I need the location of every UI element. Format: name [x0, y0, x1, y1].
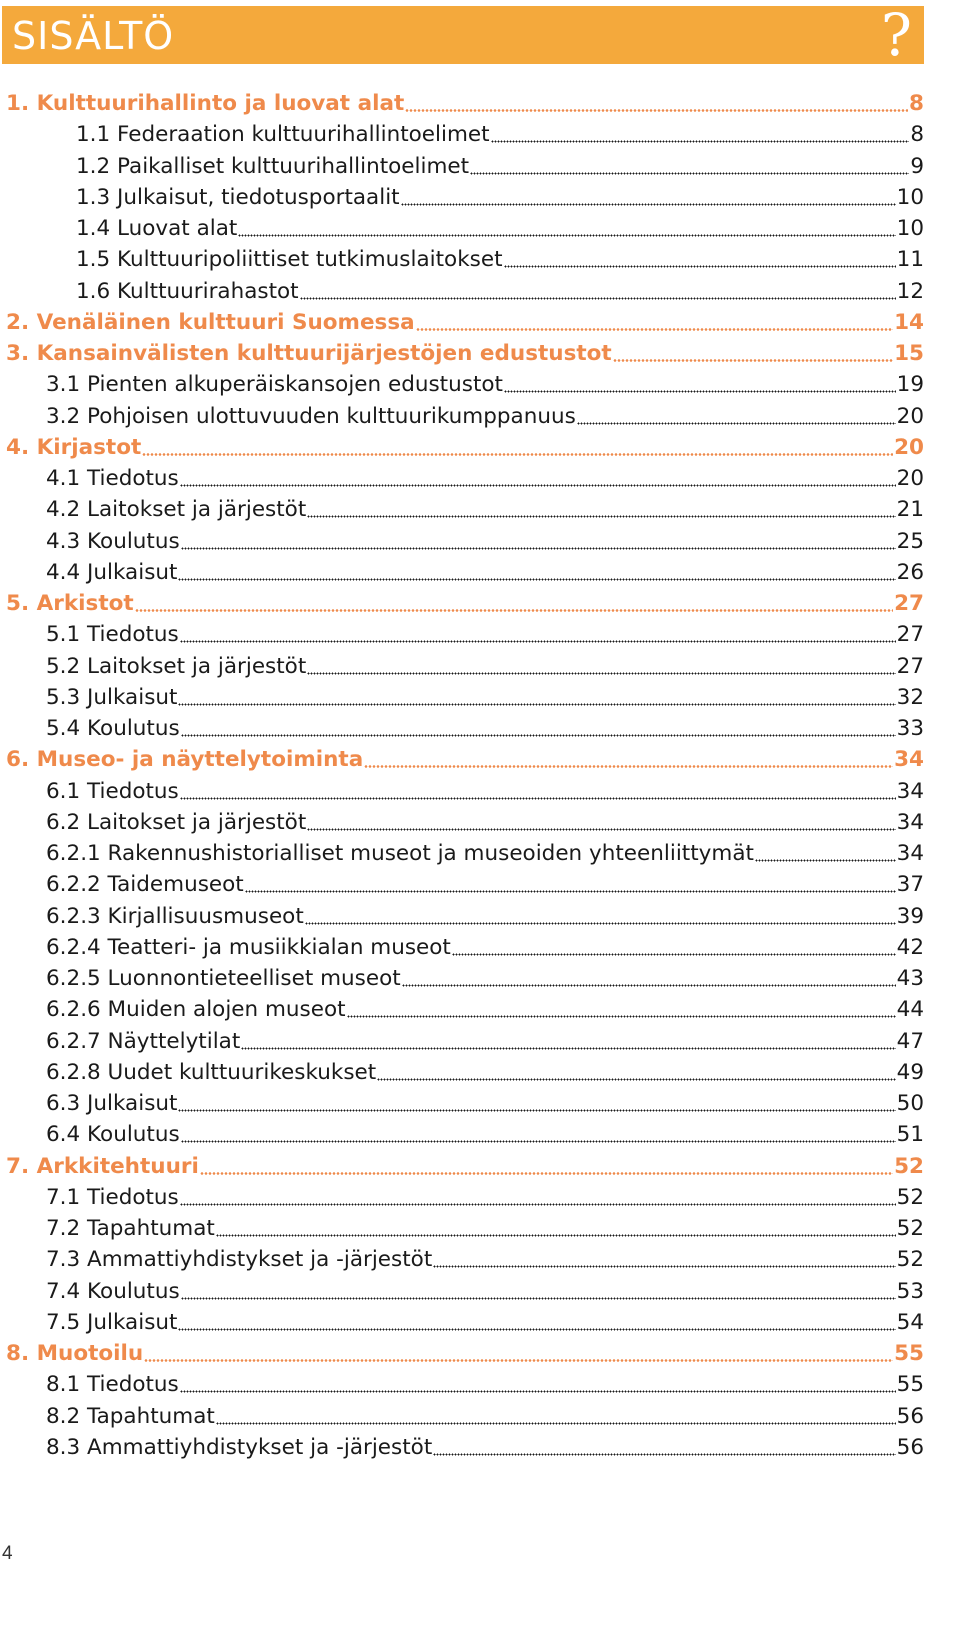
toc-entry[interactable] — [6, 588, 924, 619]
toc-entry[interactable] — [46, 869, 924, 900]
dot-leader — [377, 1057, 895, 1088]
toc-entry-label: 5. Arkistot — [6, 591, 134, 616]
dot-leader — [180, 776, 896, 807]
toc-entry-page: 20 — [896, 466, 924, 491]
toc-entry-page: 14 — [894, 309, 924, 335]
dot-leader — [300, 276, 896, 307]
dot-leader — [238, 213, 895, 244]
dot-leader — [142, 432, 893, 463]
toc-entry[interactable] — [6, 307, 924, 338]
toc-entry-label: 7.1 Tiedotus — [46, 1184, 179, 1210]
toc-entry[interactable] — [46, 557, 924, 588]
toc-entry-label: 6.2.4 Teatteri- ja musiikkialan museot — [46, 934, 451, 960]
toc-entry[interactable] — [6, 88, 924, 119]
toc-entry[interactable] — [46, 776, 924, 807]
toc-entry[interactable] — [46, 1182, 924, 1213]
dot-leader — [181, 1276, 896, 1307]
toc-entry-page: 53 — [896, 1278, 924, 1304]
toc-entry-label: 5.3 Julkaisut — [46, 684, 178, 710]
toc-entry[interactable] — [46, 1401, 924, 1432]
toc-entry-page: 52 — [894, 1153, 924, 1179]
toc-entry-page: 52 — [896, 1184, 924, 1210]
dot-leader — [178, 1088, 895, 1119]
toc-entry-page: 34 — [896, 809, 924, 835]
question-mark-icon: ? — [880, 1, 912, 69]
toc-entry[interactable] — [46, 619, 924, 650]
toc-entry-page: 42 — [896, 934, 924, 960]
toc-entry[interactable] — [46, 1432, 924, 1463]
toc-entry-page: 27 — [894, 591, 924, 616]
toc-entry-label: 3.1 Pienten alkuperäiskansojen edustustot — [46, 372, 503, 398]
dot-leader — [180, 619, 896, 650]
toc-entry-page: 51 — [896, 1122, 924, 1148]
dot-leader — [216, 1213, 896, 1244]
dot-leader — [180, 1182, 896, 1213]
toc-entry[interactable] — [46, 463, 924, 494]
page-number: 4 — [2, 1543, 13, 1564]
toc-entry-page: 20 — [894, 434, 924, 460]
dot-leader — [200, 1151, 893, 1182]
toc-entry-page: 47 — [896, 1028, 924, 1054]
dot-leader — [577, 401, 896, 432]
toc-entry-label: 6.2.7 Näyttelytilat — [46, 1028, 241, 1054]
toc-entry-label: 1.3 Julkaisut, tiedotusportaalit — [76, 184, 400, 210]
toc-entry-page: 56 — [896, 1434, 924, 1460]
toc-entry-page: 43 — [896, 966, 924, 991]
toc-entry[interactable] — [76, 213, 924, 244]
toc-entry-label: 8.3 Ammattiyhdistykset ja -järjestöt — [46, 1434, 433, 1460]
toc-entry-page: 8 — [910, 122, 924, 148]
dot-leader — [416, 307, 893, 338]
dot-leader — [178, 557, 895, 588]
toc-entry-page: 9 — [910, 153, 924, 179]
toc-entry-label: 1.4 Luovat alat — [76, 216, 238, 241]
toc-entry-label: 8.1 Tiedotus — [46, 1372, 179, 1398]
toc-entry-label: 1. Kulttuurihallinto ja luovat alat — [6, 91, 405, 116]
toc-entry-label: 1.5 Kulttuuripoliittiset tutkimuslaitokset — [76, 247, 503, 273]
toc-entry-label: 7. Arkkitehtuuri — [6, 1153, 199, 1179]
toc-entry-page: 11 — [896, 247, 924, 273]
toc-entry[interactable] — [6, 1151, 924, 1182]
toc-entry[interactable] — [6, 338, 924, 369]
toc-entry-page: 25 — [896, 528, 924, 554]
toc-entry[interactable] — [46, 526, 924, 557]
toc-entry-page: 34 — [896, 778, 924, 804]
toc-entry-page: 33 — [896, 716, 924, 741]
dot-leader — [613, 338, 893, 369]
dot-leader — [178, 1307, 895, 1338]
toc-entry-page: 56 — [896, 1403, 924, 1429]
dot-leader — [755, 838, 896, 869]
dot-leader — [504, 369, 896, 400]
toc-entry[interactable] — [46, 1307, 924, 1338]
toc-entry-page: 54 — [896, 1309, 924, 1335]
toc-entry-label: 6. Museo- ja näyttelytoiminta — [6, 747, 364, 773]
dot-leader — [491, 119, 910, 150]
dot-leader — [135, 588, 893, 619]
toc-entry-page: 34 — [894, 747, 924, 773]
toc-entry[interactable] — [6, 1338, 924, 1369]
dot-leader — [181, 1119, 896, 1150]
toc-entry[interactable] — [46, 1026, 924, 1057]
toc-entry-page: 10 — [896, 216, 924, 241]
toc-entry-label: 6.2.5 Luonnontieteelliset museot — [46, 966, 401, 991]
toc-entry-label: 6.1 Tiedotus — [46, 778, 179, 804]
toc-entry-page: 19 — [896, 372, 924, 398]
toc-entry[interactable] — [46, 1276, 924, 1307]
toc-entry-page: 26 — [896, 559, 924, 585]
toc-entry[interactable] — [46, 1213, 924, 1244]
dot-leader — [433, 1244, 895, 1275]
toc-entry[interactable] — [46, 1119, 924, 1150]
toc-entry[interactable] — [46, 1088, 924, 1119]
toc-entry-page: 55 — [896, 1372, 924, 1398]
toc-entry[interactable] — [46, 651, 924, 682]
toc-entry-page: 10 — [896, 184, 924, 210]
dot-leader — [241, 1026, 895, 1057]
toc-entry[interactable] — [6, 744, 924, 775]
dot-leader — [504, 244, 896, 275]
toc-entry-label: 6.4 Koulutus — [46, 1122, 180, 1148]
toc-entry-page: 39 — [896, 903, 924, 929]
toc-entry[interactable] — [46, 1244, 924, 1275]
toc-entry-page: 27 — [896, 653, 924, 679]
dot-leader — [216, 1401, 896, 1432]
toc-entry-label: 4.1 Tiedotus — [46, 466, 179, 491]
toc-entry-page: 27 — [896, 622, 924, 648]
toc-entry-label: 6.2 Laitokset ja järjestöt — [46, 809, 307, 835]
dot-leader — [364, 744, 893, 775]
toc-entry-label: 6.3 Julkaisut — [46, 1091, 178, 1116]
toc-entry-label: 7.4 Koulutus — [46, 1278, 180, 1304]
contents-title: SISÄLTÖ — [12, 14, 175, 58]
contents-header-bar — [2, 1, 924, 69]
toc-entry[interactable] — [46, 932, 924, 963]
toc-entry[interactable] — [6, 432, 924, 463]
dot-leader — [305, 901, 896, 932]
dot-leader — [181, 713, 896, 744]
toc-entry[interactable] — [46, 682, 924, 713]
toc-entry-page: 52 — [896, 1247, 924, 1273]
toc-entry[interactable] — [46, 1369, 924, 1400]
toc-entry-page: 32 — [896, 684, 924, 710]
toc-entry[interactable] — [76, 276, 924, 307]
dot-leader — [307, 807, 895, 838]
dot-leader — [402, 963, 896, 994]
toc-entry-label: 5.1 Tiedotus — [46, 622, 179, 648]
dot-leader — [452, 932, 896, 963]
toc-entry[interactable] — [46, 807, 924, 838]
toc-entry-label: 1.1 Federaation kulttuurihallintoelimet — [76, 122, 490, 148]
toc-entry-label: 6.2.6 Muiden alojen museot — [46, 997, 346, 1023]
toc-entry[interactable] — [46, 1057, 924, 1088]
toc-entry-label: 1.2 Paikalliset kulttuurihallintoelimet — [76, 153, 470, 179]
toc-entry-label: 2. Venäläinen kulttuuri Suomessa — [6, 309, 415, 335]
toc-entry-label: 8.2 Tapahtumat — [46, 1403, 215, 1429]
toc-entry-label: 4. Kirjastot — [6, 434, 142, 460]
toc-entry[interactable] — [76, 244, 924, 275]
toc-entry-label: 4.4 Julkaisut — [46, 559, 178, 585]
dot-leader — [307, 494, 895, 525]
toc-entry-page: 21 — [896, 497, 924, 523]
toc-entry[interactable] — [46, 994, 924, 1025]
toc-entry[interactable] — [76, 119, 924, 150]
toc-entry[interactable] — [76, 151, 924, 182]
toc-entry-label: 7.3 Ammattiyhdistykset ja -järjestöt — [46, 1247, 433, 1273]
toc-entry-label: 6.2.2 Taidemuseot — [46, 872, 244, 898]
dot-leader — [178, 682, 895, 713]
dot-leader — [180, 1369, 896, 1400]
toc-entry[interactable] — [46, 494, 924, 525]
toc-entry-page: 15 — [894, 341, 924, 366]
dot-leader — [181, 526, 896, 557]
toc-entry-page: 44 — [896, 997, 924, 1023]
toc-entry-label: 1.6 Kulttuurirahastot — [76, 278, 299, 304]
toc-entry-page: 34 — [896, 841, 924, 866]
toc-entry-label: 8. Muotoilu — [6, 1341, 144, 1366]
toc-entry-page: 50 — [896, 1091, 924, 1116]
toc-entry-label: 7.5 Julkaisut — [46, 1309, 178, 1335]
toc-entry-label: 6.2.3 Kirjallisuusmuseot — [46, 903, 304, 929]
toc-entry-page: 37 — [896, 872, 924, 898]
dot-leader — [180, 463, 896, 494]
toc-entry-page: 55 — [894, 1341, 924, 1366]
toc-entry[interactable] — [46, 901, 924, 932]
toc-entry-page: 52 — [896, 1216, 924, 1241]
toc-entry[interactable] — [46, 713, 924, 744]
dot-leader — [401, 182, 896, 213]
dot-leader — [470, 151, 909, 182]
dot-leader — [347, 994, 896, 1025]
dot-leader — [307, 651, 895, 682]
toc-entry-page: 12 — [896, 278, 924, 304]
toc-entry-label: 6.2.1 Rakennushistorialliset museot ja museoiden yhteenliittymät — [46, 841, 754, 866]
dot-leader — [245, 869, 896, 900]
toc-entry-label: 3.2 Pohjoisen ulottuvuuden kulttuurikumppanuus — [46, 403, 576, 429]
toc-entry-label: 7.2 Tapahtumat — [46, 1216, 215, 1241]
toc-entry-page: 49 — [896, 1059, 924, 1085]
dot-leader — [144, 1338, 893, 1369]
toc-entry[interactable] — [46, 963, 924, 994]
dot-leader — [405, 88, 908, 119]
toc-entry[interactable] — [46, 838, 924, 869]
toc-entry-label: 4.3 Koulutus — [46, 528, 180, 554]
toc-entry-page: 20 — [896, 403, 924, 429]
toc-entry[interactable] — [46, 401, 924, 432]
toc-entry-label: 5.2 Laitokset ja järjestöt — [46, 653, 307, 679]
dot-leader — [433, 1432, 895, 1463]
toc-entry-label: 5.4 Koulutus — [46, 716, 180, 741]
toc-entry[interactable] — [46, 369, 924, 400]
toc-entry-page: 8 — [909, 91, 924, 116]
toc-entry-label: 3. Kansainvälisten kulttuurijärjestöjen edustustot — [6, 341, 612, 366]
toc-entry-label: 6.2.8 Uudet kulttuurikeskukset — [46, 1059, 377, 1085]
toc-entry[interactable] — [76, 182, 924, 213]
toc-entry-label: 4.2 Laitokset ja järjestöt — [46, 497, 307, 523]
